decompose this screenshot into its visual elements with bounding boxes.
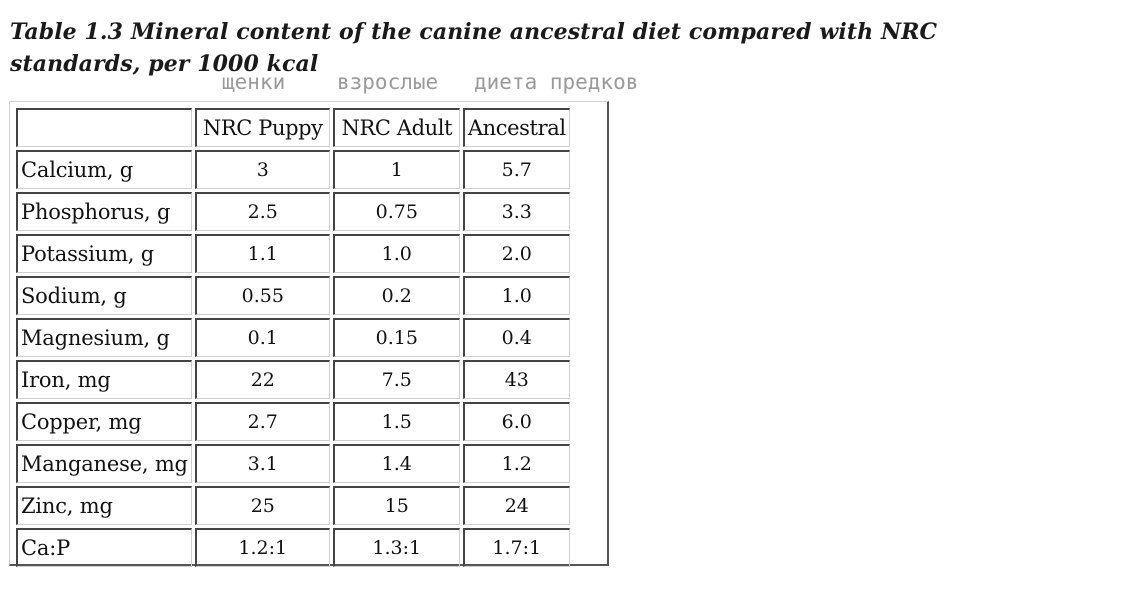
header-ancestral: Ancestral <box>463 108 570 147</box>
row-label: Manganese, mg <box>16 444 192 483</box>
table-row <box>16 528 570 567</box>
header-nrc-puppy: NRC Puppy <box>195 108 330 147</box>
cell-puppy: 3.1 <box>195 444 330 483</box>
row-label: Ca:P <box>16 528 192 567</box>
table-header-row <box>16 108 570 147</box>
cell-puppy: 2.7 <box>195 402 330 441</box>
cell-puppy: 2.5 <box>195 192 330 231</box>
table-row <box>16 192 570 231</box>
row-label: Iron, mg <box>16 360 192 399</box>
annotation-adult: взрослые <box>337 70 439 94</box>
table-frame <box>9 101 609 566</box>
table-row <box>16 486 570 525</box>
cell-puppy: 0.1 <box>195 318 330 357</box>
annotation-ancestral: диета предков <box>474 70 639 94</box>
cell-adult: 7.5 <box>333 360 460 399</box>
cell-adult: 0.2 <box>333 276 460 315</box>
table-row <box>16 276 570 315</box>
row-label: Sodium, g <box>16 276 192 315</box>
cell-ancestral: 0.4 <box>463 318 570 357</box>
row-label: Magnesium, g <box>16 318 192 357</box>
cell-adult: 15 <box>333 486 460 525</box>
annotation-puppy: щенки <box>222 70 286 94</box>
cell-adult: 1.5 <box>333 402 460 441</box>
cell-puppy: 1.1 <box>195 234 330 273</box>
cell-puppy: 22 <box>195 360 330 399</box>
table-row <box>16 444 570 483</box>
table-row <box>16 318 570 357</box>
cell-puppy: 25 <box>195 486 330 525</box>
cell-puppy: 1.2:1 <box>195 528 330 567</box>
cell-ancestral: 1.0 <box>463 276 570 315</box>
cell-ancestral: 3.3 <box>463 192 570 231</box>
row-label: Zinc, mg <box>16 486 192 525</box>
row-label: Calcium, g <box>16 150 192 189</box>
cell-adult: 0.15 <box>333 318 460 357</box>
table-row <box>16 360 570 399</box>
cell-ancestral: 43 <box>463 360 570 399</box>
row-label: Copper, mg <box>16 402 192 441</box>
table-row <box>16 150 570 189</box>
cell-ancestral: 1.7:1 <box>463 528 570 567</box>
cell-adult: 1.4 <box>333 444 460 483</box>
cell-ancestral: 2.0 <box>463 234 570 273</box>
header-empty <box>16 108 192 147</box>
row-label: Potassium, g <box>16 234 192 273</box>
mineral-table <box>13 105 573 570</box>
cell-puppy: 3 <box>195 150 330 189</box>
cell-adult: 0.75 <box>333 192 460 231</box>
table-caption: Table 1.3 Mineral content of the canine ancestral diet compared with NRC standards, per 1000 kcal <box>10 19 938 77</box>
cell-puppy: 0.55 <box>195 276 330 315</box>
cell-adult: 1.0 <box>333 234 460 273</box>
cell-ancestral: 6.0 <box>463 402 570 441</box>
header-nrc-adult: NRC Adult <box>333 108 460 147</box>
row-label: Phosphorus, g <box>16 192 192 231</box>
cell-ancestral: 1.2 <box>463 444 570 483</box>
handwritten-annotations <box>0 70 700 100</box>
table-row <box>16 234 570 273</box>
table-row <box>16 402 570 441</box>
cell-adult: 1 <box>333 150 460 189</box>
cell-ancestral: 24 <box>463 486 570 525</box>
cell-adult: 1.3:1 <box>333 528 460 567</box>
cell-ancestral: 5.7 <box>463 150 570 189</box>
